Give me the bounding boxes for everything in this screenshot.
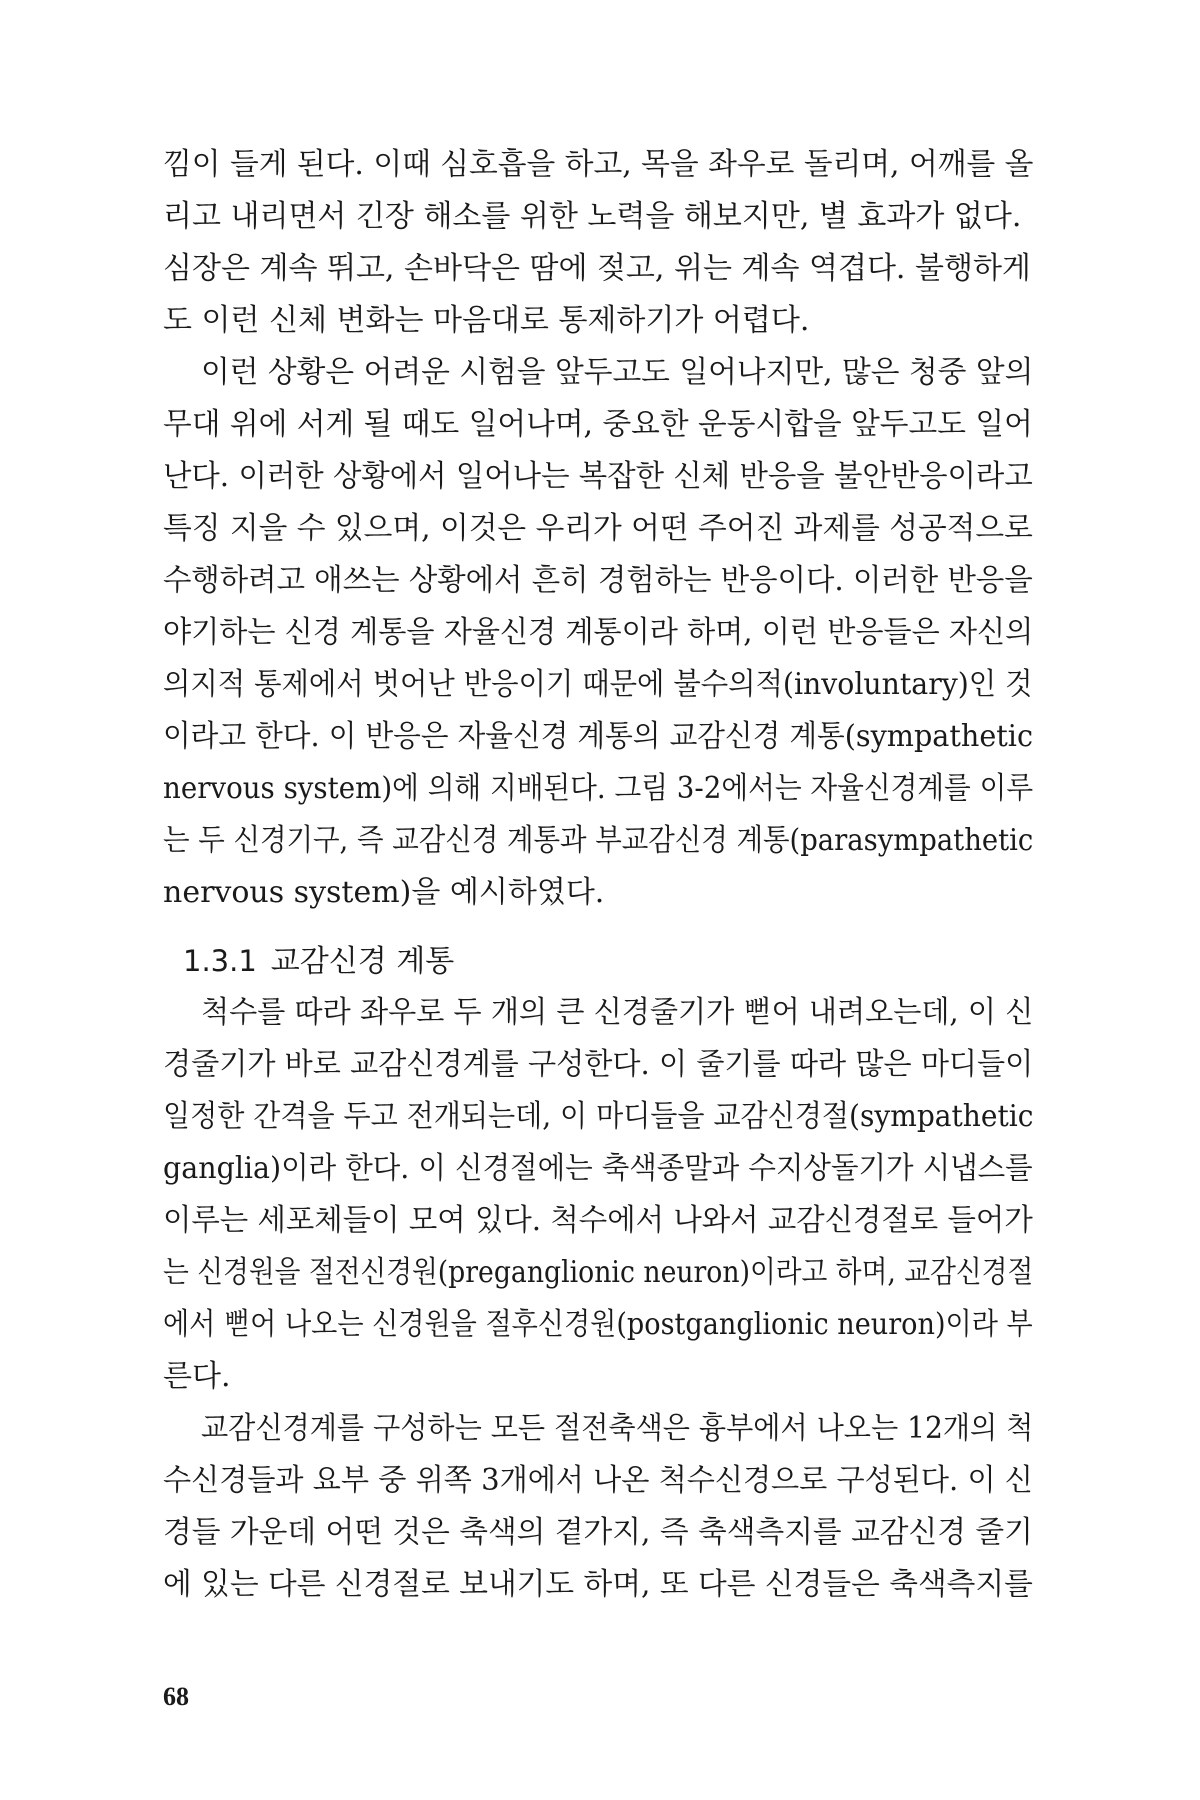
section-heading bbox=[183, 935, 454, 987]
text-line: 이런 상황은 어려운 시험을 앞두고도 일어나지만, 많은 청중 앞의 bbox=[201, 355, 1033, 390]
text-line: 수신경들과 요부 중 위쪽 3개에서 나온 척수신경으로 구성된다. 이 신 bbox=[163, 1463, 1033, 1498]
text-line: 교감신경계를 구성하는 모든 절전축색은 흉부에서 나오는 12개의 척 bbox=[201, 1411, 1033, 1446]
text-line: 심장은 계속 뛰고, 손바닥은 땀에 젖고, 위는 계속 역겹다. 불행하게 bbox=[163, 251, 1031, 286]
text-line: 특징 지을 수 있으며, 이것은 우리가 어떤 주어진 과제를 성공적으로 bbox=[163, 511, 1033, 546]
text-line: 의지적 통제에서 벗어난 반응이기 때문에 불수의적(involuntary)인 것 bbox=[163, 667, 1033, 702]
text-line: 무대 위에 서게 될 때도 일어나며, 중요한 운동시합을 앞두고도 일어 bbox=[163, 407, 1033, 442]
text-line: 야기하는 신경 계통을 자율신경 계통이라 하며, 이런 반응들은 자신의 bbox=[163, 615, 1033, 650]
text-line: 는 두 신경기구, 즉 교감신경 계통과 부교감신경 계통(parasympathetic bbox=[163, 823, 1033, 858]
text-line: 경들 가운데 어떤 것은 축색의 곁가지, 즉 축색측지를 교감신경 줄기 bbox=[163, 1515, 1033, 1550]
text-line: 에 있는 다른 신경절로 보내기도 하며, 또 다른 신경들은 축색측지를 bbox=[163, 1567, 1033, 1602]
text-line: 도 이런 신체 변화는 마음대로 통제하기가 어렵다. bbox=[163, 303, 810, 338]
text-line: 일정한 간격을 두고 전개되는데, 이 마디들을 교감신경절(sympathetic bbox=[163, 1099, 1033, 1134]
text-line: 는 신경원을 절전신경원(preganglionic neuron)이라고 하며, 교감신경절 bbox=[163, 1255, 1033, 1290]
text-line: 경줄기가 바로 교감신경계를 구성한다. 이 줄기를 따라 많은 마디들이 bbox=[163, 1047, 1033, 1082]
text-line: 낌이 들게 된다. 이때 심호흡을 하고, 목을 좌우로 돌리며, 어깨를 올 bbox=[163, 147, 1033, 182]
text-line: 척수를 따라 좌우로 두 개의 큰 신경줄기가 뻗어 내려오는데, 이 신 bbox=[201, 995, 1033, 1030]
text-line: 리고 내리면서 긴장 해소를 위한 노력을 해보지만, 별 효과가 없다. bbox=[163, 199, 1022, 234]
text-line: 이라고 한다. 이 반응은 자율신경 계통의 교감신경 계통(sympathetic bbox=[163, 719, 1033, 754]
text-line: 이루는 세포체들이 모여 있다. 척수에서 나와서 교감신경절로 들어가 bbox=[163, 1203, 1033, 1238]
text-line: 에서 뻗어 나오는 신경원을 절후신경원(postganglionic neuron)이라 부 bbox=[163, 1307, 1033, 1342]
section-title: 교감신경 계통 bbox=[270, 944, 455, 979]
text-line: 난다. 이러한 상황에서 일어나는 복잡한 신체 반응을 불안반응이라고 bbox=[163, 459, 1033, 494]
text-line: nervous system)에 의해 지배된다. 그림 3-2에서는 자율신경계를 이루 bbox=[163, 771, 1033, 806]
body-text-top bbox=[163, 139, 1033, 919]
body-text-bottom bbox=[163, 987, 1033, 1611]
page-number: 68 bbox=[163, 1682, 189, 1711]
text-line: 수행하려고 애쓰는 상황에서 흔히 경험하는 반응이다. 이러한 반응을 bbox=[163, 563, 1033, 598]
text-line: ganglia)이라 한다. 이 신경절에는 축색종말과 수지상돌기가 시냅스를 bbox=[163, 1151, 1033, 1186]
text-line: nervous system)을 예시하였다. bbox=[163, 875, 605, 910]
section-number: 1.3.1 bbox=[183, 944, 257, 978]
text-line: 른다. bbox=[163, 1359, 231, 1394]
